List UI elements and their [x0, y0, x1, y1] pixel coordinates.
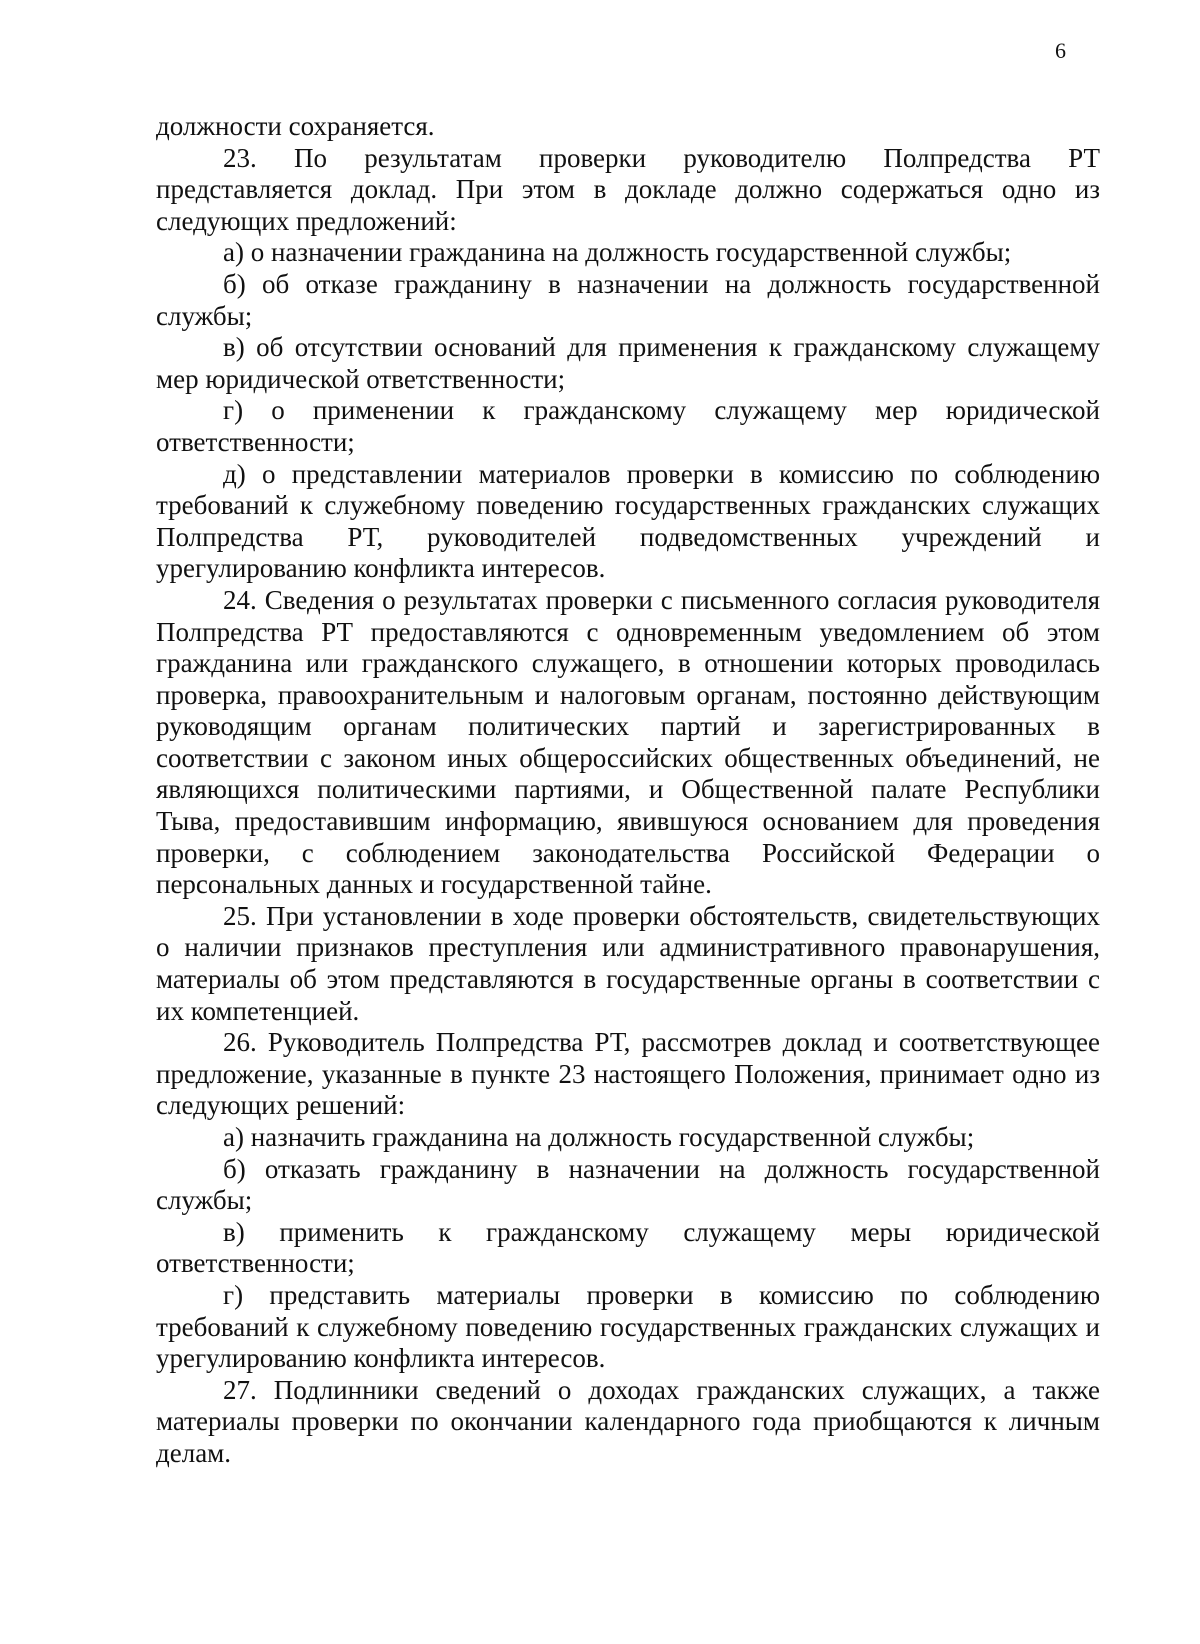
paragraph-item-26-g: г) представить материалы проверки в комиссию по соблюдению требований к служебному поведению государственных гражданских служащих и урегулированию конфликта интересов. [156, 1279, 1100, 1374]
paragraph-item-23-b: б) об отказе гражданину в назначении на должность государственной службы; [156, 268, 1100, 331]
page-number: 6 [1055, 38, 1066, 63]
paragraph-item-27: 27. Подлинники сведений о доходах гражданских служащих, а также материалы проверки по окончании календарного года приобщаются к личным делам. [156, 1374, 1100, 1468]
paragraph-continuation: должности сохраняется. [156, 111, 435, 141]
paragraph-item-23-a: а) о назначении гражданина на должность государственной службы; [223, 237, 1012, 268]
paragraph-item-23-g: г) о применении к гражданскому служащему мер юридической ответственности; [156, 395, 1100, 457]
paragraph-item-26-b: б) отказать гражданину в назначении на должность государственной службы; [156, 1153, 1100, 1216]
paragraph-item-26-a: а) назначить гражданина на должность государственной службы; [223, 1122, 975, 1152]
paragraph-item-23-v: в) об отсутствии оснований для применения к гражданскому служащему мер юридической ответственности; [156, 332, 1100, 394]
paragraph-item-23-d: д) о представлении материалов проверки в комиссию по соблюдению требований к служебному поведению государственных гражданских служащих Полпредства РТ, руководителей подведомственных учреждений и урегулированию конфликта интересов. [156, 458, 1100, 584]
paragraph-item-25: 25. При установлении в ходе проверки обстоятельств, свидетельствующих о наличии признаков преступления или административного правонарушения, материалы об этом представляются в государственные органы в соответствии с их компетенцией. [156, 900, 1100, 1026]
paragraph-item-23: 23. По результатам проверки руководителю Полпредства РТ представляется доклад. При этом в докладе должно содержаться одно из следующих предложений: [156, 142, 1100, 236]
paragraph-item-24: 24. Сведения о результатах проверки с письменного согласия руководителя Полпредства РТ предоставляются с одновременным уведомлением об этом гражданина или гражданского служащего, в отношении которых проводилась проверка, правоохранительным и налоговым органам, постоянно действующим руководящим органам политических партий и зарегистрированных в соответствии с законом иных общероссийских общественных объединений, не являющихся политическими партиями, и Общественной палате Республики Тыва, предоставившим информацию, явившуюся основанием для проведения проверки, с соблюдением законодательства Российской Федерации о персональных данных и государственной тайне. [156, 584, 1100, 900]
document-body [156, 111, 1100, 1470]
paragraph-item-26-v: в) применить к гражданскому служащему меры юридической ответственности; [156, 1216, 1100, 1279]
paragraph-item-26: 26. Руководитель Полпредства РТ, рассмотрев доклад и соответствующее предложение, указанные в пункте 23 настоящего Положения, принимает одно из следующих решений: [156, 1027, 1100, 1121]
